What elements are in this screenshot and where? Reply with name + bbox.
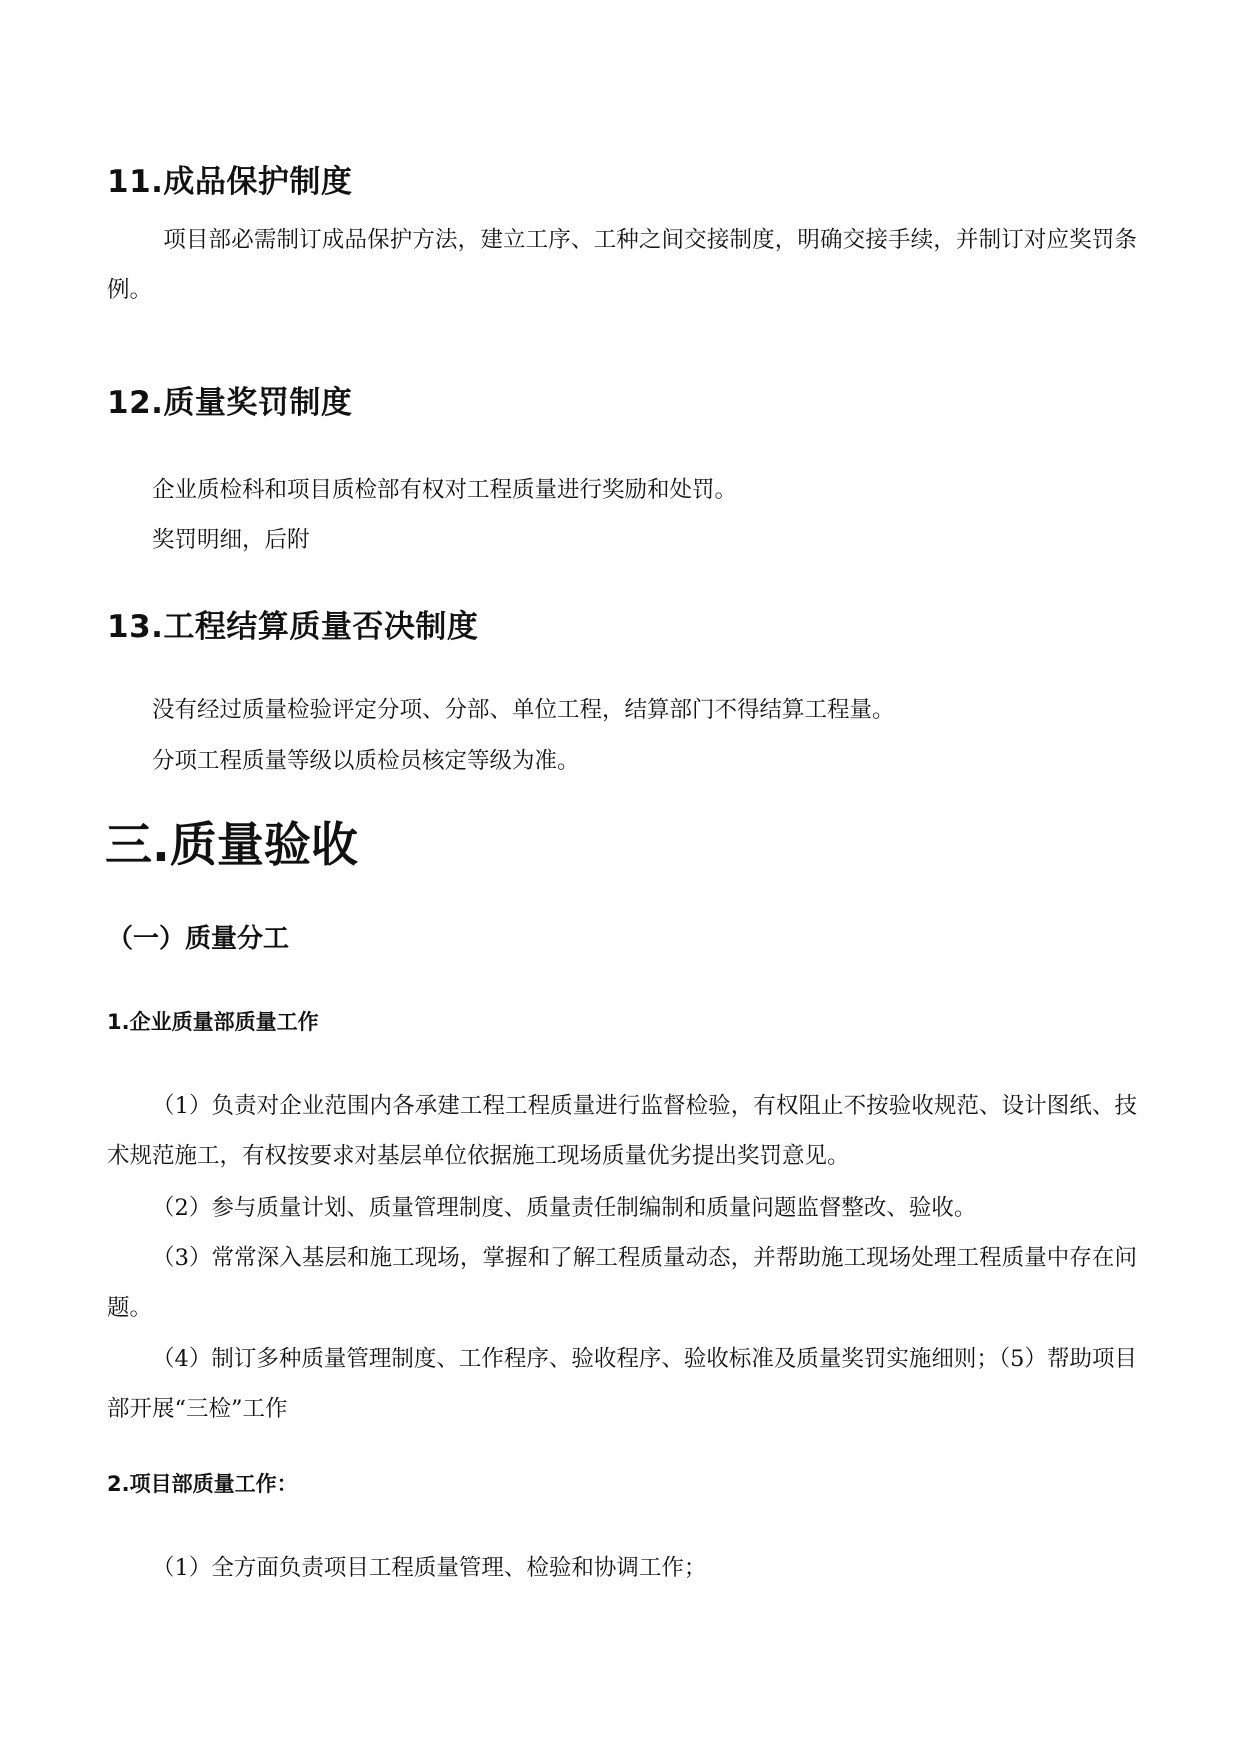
- item-1-paragraph-3: （3）常常深入基层和施工现场，掌握和了解工程质量动态，并帮助施工现场处理工程质量中存在问题。: [107, 1245, 1137, 1321]
- item-1-paragraph-1: （1）负责对企业范围内各承建工程工程质量进行监督检验，有权阻止不按验收规范、设计图纸、技术规范施工，有权按要求对基层单位依据施工现场质量优劣提出奖罚意见。: [107, 1093, 1137, 1169]
- subsection-1-heading: （一）质量分工: [107, 924, 290, 954]
- item-2-paragraph-1: （1）全方面负责项目工程质量管理、检验和协调工作；: [152, 1555, 707, 1581]
- item-1-paragraph-4: （4）制订多种质量管理制度、工作程序、验收程序、验收标准及质量奖罚实施细则；（5）帮助项目部开展“三检”工作: [107, 1346, 1137, 1422]
- section-12-heading: 12.质量奖罚制度: [107, 385, 353, 421]
- section-11-body: 项目部必需制订成品保护方法，建立工序、工种之间交接制度，明确交接手续，并制订对应奖罚条例。: [107, 227, 1137, 303]
- section-12-line-1: 企业质检科和项目质检部有权对工程质量进行奖励和处罚。: [152, 477, 738, 503]
- section-11-heading: 11.成品保护制度: [107, 164, 353, 200]
- section-13-line-1: 没有经过质量检验评定分项、分部、单位工程，结算部门不得结算工程量。: [152, 697, 895, 723]
- item-1-paragraph-2: （2）参与质量计划、质量管理制度、质量责任制编制和质量问题监督整改、验收。: [152, 1195, 977, 1221]
- section-12-line-2: 奖罚明细，后附: [152, 527, 310, 553]
- item-1-heading: 1.企业质量部质量工作: [107, 1010, 319, 1034]
- item-2-heading: 2.项目部质量工作：: [107, 1472, 298, 1496]
- section-13-line-2: 分项工程质量等级以质检员核定等级为准。: [152, 748, 580, 774]
- chapter-3-heading: 三.质量验收: [105, 818, 358, 873]
- section-13-heading: 13.工程结算质量否决制度: [107, 609, 479, 645]
